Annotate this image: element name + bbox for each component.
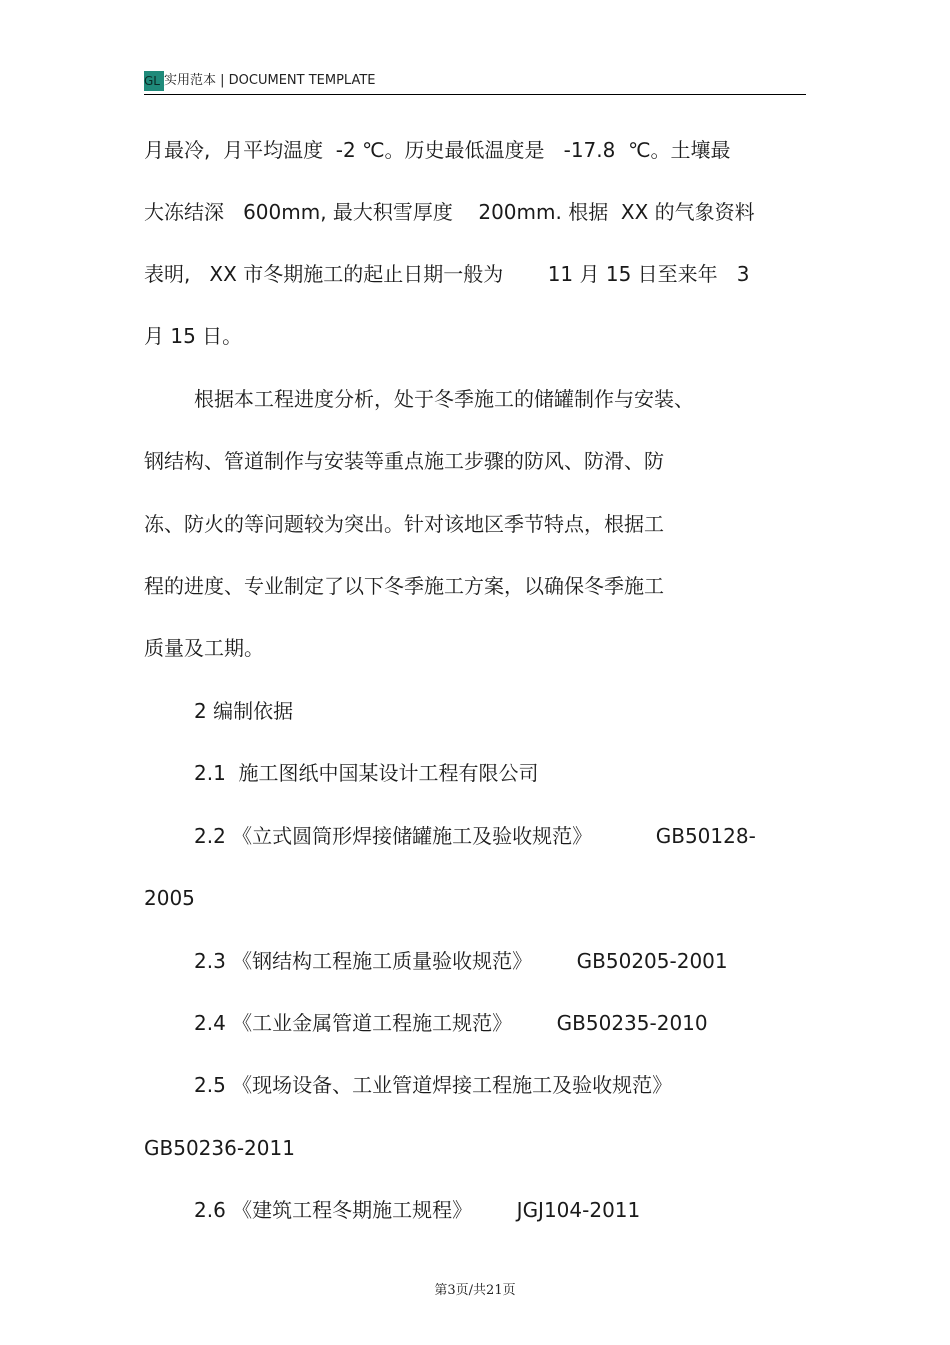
- text-line: 大冻结深 600mm, 最大积雪厚度 200mm. 根据 XX 的气象资料: [144, 200, 755, 224]
- text-line: 月 15 日。: [144, 324, 243, 348]
- text-line: 钢结构、管道制作与安装等重点施工步骤的防风、防滑、防: [144, 449, 664, 473]
- page-number: 第3页/共21页: [434, 1283, 516, 1298]
- text-line: 月最冷, 月平均温度 -2 ℃。历史最低温度是 -17.8 ℃。土壤最: [144, 138, 731, 162]
- reference-item: 2.5 《现场设备、工业管道焊接工程施工及验收规范》: [194, 1073, 673, 1097]
- logo: GL: [144, 71, 164, 91]
- text-line: 程的进度、专业制定了以下冬季施工方案，以确保冬季施工: [144, 574, 664, 598]
- reference-item: 2.1 施工图纸中国某设计工程有限公司: [194, 761, 539, 785]
- section-heading: 2 编制依据: [194, 699, 294, 723]
- reference-item: 2.2 《立式圆筒形焊接储罐施工及验收规范》 GB50128-: [194, 824, 756, 848]
- reference-item-continuation: 2005: [144, 886, 195, 910]
- reference-item-continuation: GB50236-2011: [144, 1136, 295, 1160]
- reference-item: 2.6 《建筑工程冬期施工规程》 JGJ104-2011: [194, 1198, 641, 1222]
- reference-item: 2.3 《钢结构工程施工质量验收规范》 GB50205-2001: [194, 949, 728, 973]
- text-line: 根据本工程进度分析，处于冬季施工的储罐制作与安装、: [194, 387, 694, 411]
- text-line: 冻、防火的等问题较为突出。针对该地区季节特点，根据工: [144, 512, 664, 536]
- text-line: 质量及工期。: [144, 636, 264, 660]
- text-line: 表明, XX 市冬期施工的起止日期一般为 11 月 15 日至来年 3: [144, 262, 750, 286]
- page-header: [144, 70, 806, 95]
- reference-item: 2.4 《工业金属管道工程施工规范》 GB50235-2010: [194, 1011, 708, 1035]
- header-title: 实用范本 | DOCUMENT TEMPLATE: [164, 73, 376, 88]
